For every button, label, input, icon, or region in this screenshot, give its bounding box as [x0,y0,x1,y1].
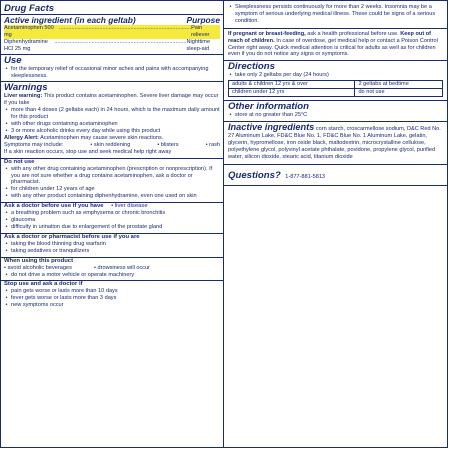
table-cell: children under 12 yrs [229,89,355,97]
list-item: • store at no greater than 25°C [228,112,443,119]
list-item: • with any other drug containing acetaminophen (prescription or nonprescription). If you are not sure whether a drug contains acetaminophen, ask a doctor or pharmacist. [4,166,220,187]
liver-warning: Liver warning: This product contains acetaminophen. Severe liver damage may occur if you take [4,93,219,107]
directions-header: Directions [228,61,275,73]
list-item: • new symptoms occur [4,302,220,309]
do-not-use-header: Do not use [4,158,35,165]
ingredient-name: Acetaminophen 500 mg [4,25,54,38]
ingredient-name: Diphenhydramine HCl 25 mg [4,38,48,52]
list-item: • take only 2 geltabs per day (24 hours) [228,72,443,79]
dosage-table [228,80,443,97]
ask-pharmacist-list [4,241,220,255]
list-item: • taking the blood thinning drug warfarin [4,241,220,248]
when-using-header: When using this product [4,257,74,264]
table-row [229,81,443,89]
active-ingredient-header: Active ingredient (in each geltab) [4,15,136,25]
list-item: • more than 4 doses (2 geltabs each) in 24 hours, which is the maximum daily amount for this product [4,107,220,121]
purpose-header: Purpose [186,15,220,25]
left-column [1,1,224,447]
ingredient-purpose: Pain reliever [191,25,210,38]
list-item: • with any other product containing diphenhydramine, even one used on skin [4,193,220,200]
list-item: • Sleeplessness persists continuously for more than 2 weeks. Insomnia may be a symptom of serious underlying medical illness. These could be signs of a serious condition. [228,4,443,25]
stop-use-list [4,288,220,309]
drug-facts-title: Drug Facts [4,3,55,14]
ingredient-purpose: Nighttime sleep-aid [186,38,211,52]
warnings-header: Warnings [4,82,48,94]
ask-doctor-list [4,210,220,231]
questions-header: Questions? [228,169,281,181]
ingredient-row-2: Diphenhydramine HCl 25 mg ..................................................................................... Nighttime sleep-aid [4,39,220,53]
table-cell: do not use [355,89,443,97]
inactive-ingredients-text: corn starch, croscarmellose sodium, D&C Red No. 27 Aluminum Lake, FD&C Blue No. 1, FD&C Blue No. 1 Aluminum Lake, gelatin, glycerin, hypromellose, iron oxide black, maltodextrin, microcrystalline cellulose, polyethylene glycol, polyvinyl acetate phthalate, povidone, propylene glycol, purified water, silicon dioxide, stearic acid, titanium dioxide [228,125,441,160]
directions-list [228,72,443,79]
inactive-ingredients [224,122,447,161]
questions-phone: 1-877-881-5813 [285,173,326,180]
when-using-row: • avoid alcoholic beverages • drowsiness will occur [4,264,151,271]
list-item: • glaucoma [4,217,220,224]
allergy-alert: Allergy Alert: Acetaminophen may cause severe skin reactions. [4,134,164,141]
other-info-list [228,112,443,119]
list-item: • 3 or more alcoholic drinks every day while using this product [4,128,220,135]
list-item: • pain gets worse or lasts more than 10 days [4,288,220,295]
list-item: • difficulty in urination due to enlargement of the prostate gland [4,224,220,231]
continued-warnings-list [228,4,443,25]
list-item: • do not drive a motor vehicle or operate machinery [4,272,220,279]
ask-pharmacist-header: Ask a doctor or pharmacist before use if you are [4,233,140,240]
allergy-tail: If a skin reaction occurs, stop use and seek medical help right away [4,148,172,155]
questions-section [224,165,447,183]
list-item: • for the temporary relief of occasional minor aches and pains with accompanying sleeplessness. [4,66,220,80]
list-item: • fever gets worse or lasts more than 3 days [4,295,220,302]
list-item: • taking sedatives or tranquilizers [4,248,220,255]
inactive-ingredients-header: Inactive ingredients [228,121,315,132]
do-not-use-list [4,166,220,201]
symptoms-row: Symptoms may include: • skin reddening • blisters • rash [4,141,220,148]
table-row [229,89,443,97]
pregnancy-warning: If pregnant or breast-feeding, ask a health professional before use. Keep out of reach of children. In case of overdose, get medical help or contact a Poison Control Center right away. Quick medical attention is critical for adults as well as for children even if you do not notice any signs or symptoms. [228,30,438,58]
table-cell: 2 geltabs at bedtime [355,81,443,89]
liver-list [4,107,220,135]
right-column [224,1,447,447]
ingredient-row-1: Acetaminophen 500 mg ..................................................................................... Pain reliever [4,25,220,39]
stop-use-header: Stop use and ask a doctor if [4,281,83,288]
table-cell: adults & children 12 yrs & over [229,81,355,89]
when-using-list [4,272,220,279]
ask-doctor-header: Ask a doctor before use if you have • liver disease [4,203,148,210]
list-item: • for children under 12 years of age [4,186,220,193]
other-info-header: Other information [228,101,310,113]
list-item: • a breathing problem such as emphysema or chronic bronchitis [4,210,220,217]
use-list [4,66,220,80]
use-header: Use [4,54,22,66]
list-item: • with other drugs containing acetaminophen [4,121,220,128]
